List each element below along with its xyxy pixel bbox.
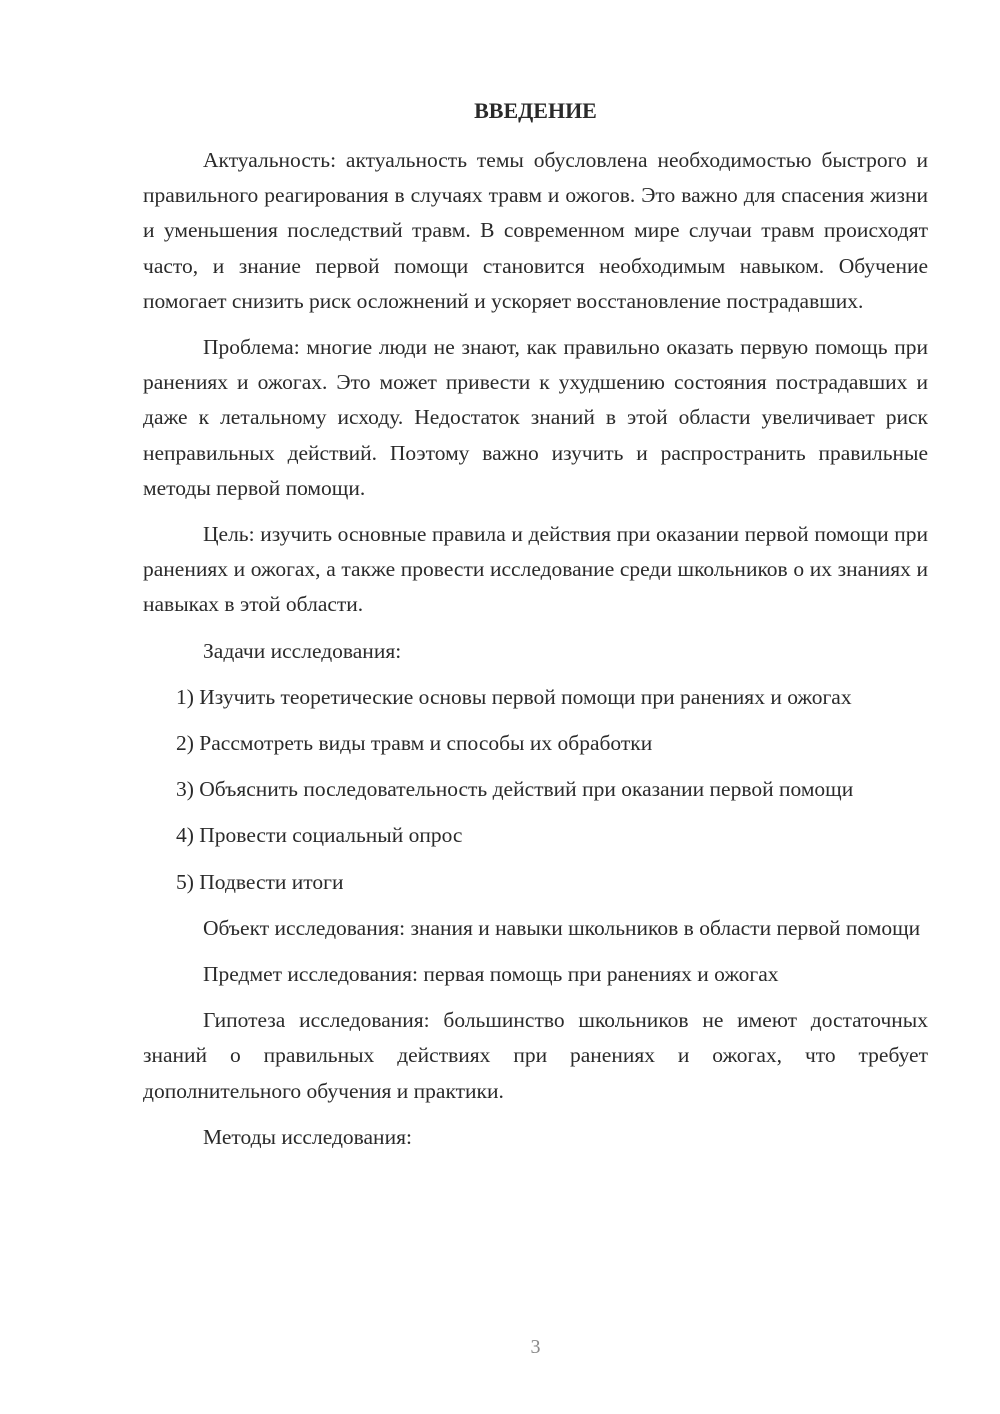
document-page bbox=[143, 0, 928, 1414]
paragraph-subject: Предмет исследования: первая помощь при ранениях и ожогах bbox=[203, 962, 779, 987]
task-item-2: 2) Рассмотреть виды травм и способы их обработки bbox=[176, 731, 653, 756]
tasks-heading: Задачи исследования: bbox=[203, 638, 402, 663]
document-body bbox=[143, 143, 928, 1166]
paragraph-goal: Цель: изучить основные правила и действия при оказании первой помощи при ранениях и ожогах, а также провести исследование среди школьников о их знаниях и навыках в этой области. bbox=[143, 522, 928, 617]
section-title: ВВЕДЕНИЕ bbox=[474, 98, 597, 123]
paragraph-relevance: Актуальность: актуальность темы обусловлена необходимостью быстрого и правильного реагирования в случаях травм и ожогов. Это важно для спасения жизни и уменьшения последствий травм. В современном мире случаи травм происходят часто, и знание первой помощи становится необходимым навыком. Обучение помогает снизить риск осложнений и ускоряет восстановление пострадавших. bbox=[143, 148, 928, 313]
paragraph-hypothesis: Гипотеза исследования: большинство школьников не имеют достаточных знаний о правильных действиях при ранениях и ожогах, что требует дополнительного обучения и практики. bbox=[143, 1008, 928, 1103]
paragraph-problem: Проблема: многие люди не знают, как правильно оказать первую помощь при ранениях и ожогах. Это может привести к ухудшению состояния пострадавших и даже к летальному исходу. Недостаток знаний в этой области увеличивает риск неправильных действий. Поэтому важно изучить и распространить правильные методы первой помощи. bbox=[143, 335, 928, 500]
page-number: 3 bbox=[530, 1336, 541, 1358]
task-item-5: 5) Подвести итоги bbox=[176, 869, 344, 894]
paragraph-object: Объект исследования: знания и навыки школьников в области первой помощи bbox=[203, 915, 921, 940]
task-item-4: 4) Провести социальный опрос bbox=[176, 823, 463, 848]
task-item-1: 1) Изучить теоретические основы первой помощи при ранениях и ожогах bbox=[176, 684, 852, 709]
methods-heading: Методы исследования: bbox=[203, 1124, 412, 1149]
task-item-3: 3) Объяснить последовательность действий при оказании первой помощи bbox=[176, 777, 854, 802]
